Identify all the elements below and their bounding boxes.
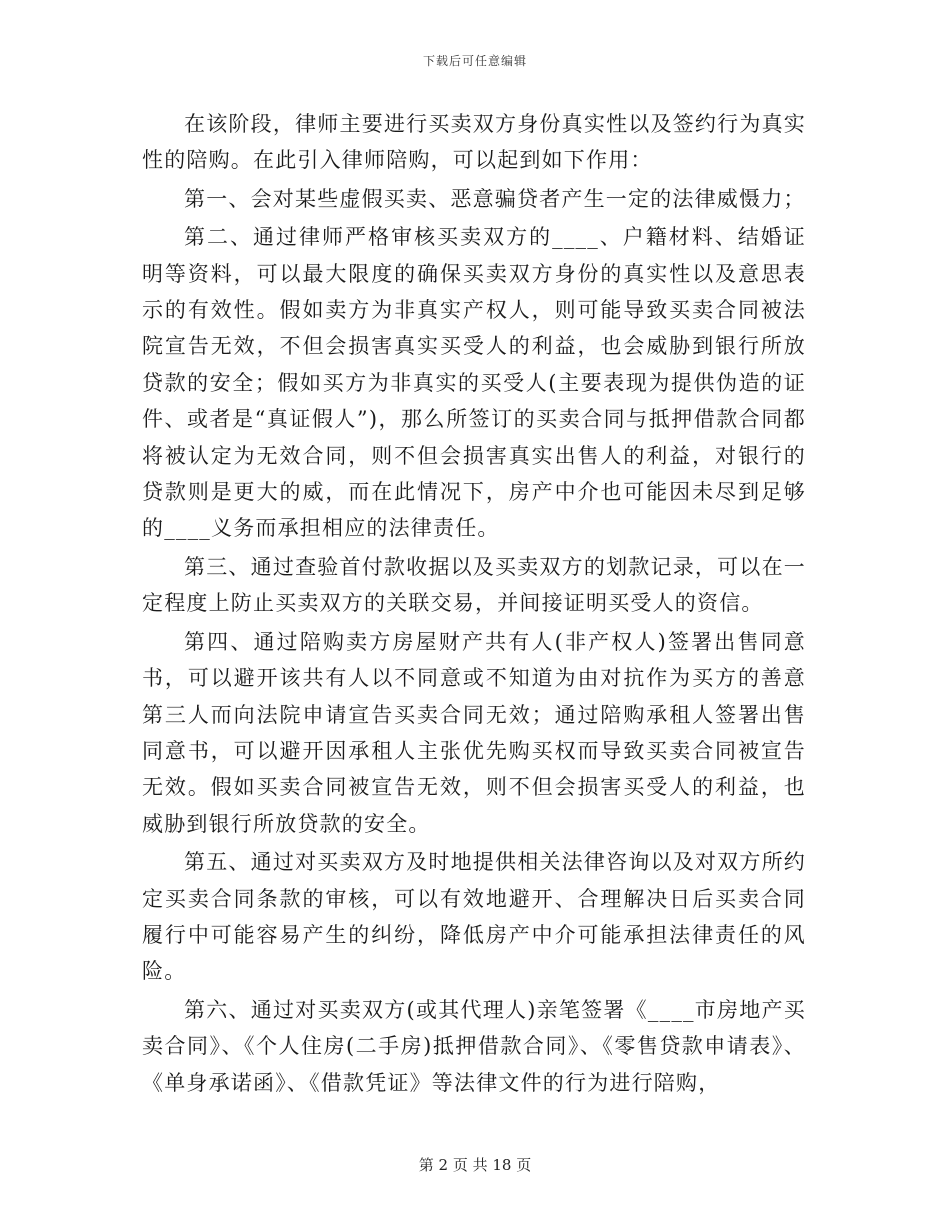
page-number-footer: 第 2 页 共 18 页 bbox=[418, 1156, 532, 1174]
paragraph-point-3: 第三、通过查验首付款收据以及买卖双方的划款记录，可以在一定程度上防止买卖双方的关联交易，并间接证明买受人的资信。 bbox=[142, 554, 806, 616]
page-header: 下载后可任意编辑 bbox=[422, 54, 527, 68]
paragraph-point-4: 第四、通过陪购卖方房屋财产共有人(非产权人)签署出售同意书，可以避开该共有人以不同意或不知道为由对抗作为买方的善意第三人而向法院申请宣告买卖合同无效；通过陪购承租人签署出售同意书，可以避开因承租人主张优先购买权而导致买卖合同被宣告无效。假如买卖合同被宣告无效，则不但会损害买受人的利益，也威胁到银行所放贷款的安全。 bbox=[142, 629, 806, 836]
paragraph-point-6: 第六、通过对买卖双方(或其代理人)亲笔签署《____市房地产买卖合同》、《个人住房(二手房)抵押借款合同》、《零售贷款申请表》、《单身承诺函》、《借款凭证》等法律文件的行为进行陪购， bbox=[142, 997, 806, 1095]
paragraph-point-2: 第二、通过律师严格审核买卖双方的____、户籍材料、结婚证明等资料，可以最大限度的确保买卖双方身份的真实性以及意思表示的有效性。假如卖方为非真实产权人，则可能导致买卖合同被法院宣告无效，不但会损害真实买受人的利益，也会威胁到银行所放贷款的安全；假如买方为非真实的买受人(主要表现为提供伪造的证件、或者是“真证假人”)，那么所签订的买卖合同与抵押借款合同都将被认定为无效合同，则不但会损害真实出售人的利益，对银行的贷款则是更大的威，而在此情况下，房产中介也可能因未尽到足够的____义务而承担相应的法律责任。 bbox=[142, 225, 806, 541]
paragraph-point-1: 第一、会对某些虚假买卖、恶意骗贷者产生一定的法律威慑力； bbox=[184, 186, 806, 211]
paragraph-point-5: 第五、通过对买卖双方及时地提供相关法律咨询以及对双方所约定买卖合同条款的审核，可以有效地避开、合理解决日后买卖合同履行中可能容易产生的纠纷，降低房产中介可能承担法律责任的风险。 bbox=[142, 850, 806, 984]
paragraph-intro: 在该阶段，律师主要进行买卖双方身份真实性以及签约行为真实性的陪购。在此引入律师陪购，可以起到如下作用： bbox=[142, 112, 806, 173]
document-body bbox=[142, 106, 806, 1103]
